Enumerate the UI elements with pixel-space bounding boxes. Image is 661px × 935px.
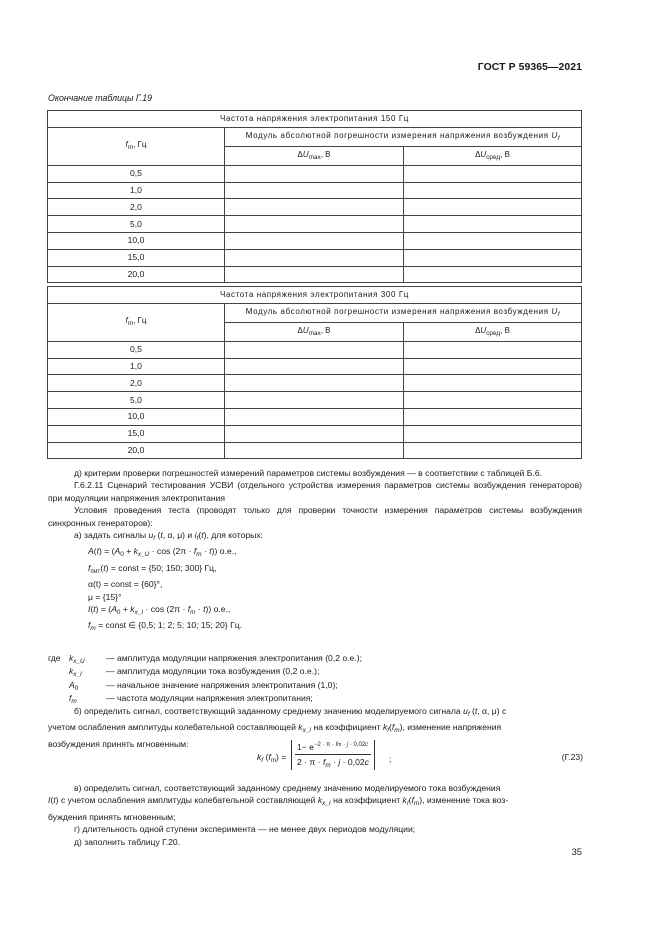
fm-value: 2,0 — [48, 375, 225, 392]
table-section-header: Частота напряжения электропитания 150 Гц — [48, 111, 582, 128]
cell-du-avg — [404, 182, 582, 199]
table-row — [48, 408, 582, 425]
table-row — [48, 358, 582, 375]
cell-du-avg — [404, 442, 582, 459]
table-row — [48, 442, 582, 459]
formula-mu: μ = {15}° — [88, 591, 122, 602]
table-row — [48, 165, 582, 182]
fm-value: 20,0 — [48, 266, 225, 283]
col-header-du-avg: $\Delta U_{сред}$, В — [404, 322, 582, 341]
cell-du-avg — [404, 266, 582, 283]
cell-du-avg — [404, 408, 582, 425]
table-row — [48, 216, 582, 233]
cell-du-max — [225, 358, 404, 375]
col-header-fm: $f_m$, Гц — [48, 303, 225, 341]
cell-du-max — [225, 216, 404, 233]
where-block — [48, 652, 582, 706]
item-b: б) определить сигнал, соответствующий заданному среднему значению моделируемого сигнала $u_f$ (t, α, μ) с — [74, 706, 507, 718]
cell-du-max — [225, 341, 404, 358]
where-row-kxi: $k_{x\_I}$ — амплитуда модуляции тока возбуждения (0,2 o.e.); — [69, 666, 320, 679]
item-d: д) критерии проверки погрешностей измерений параметров системы возбуждения — в соответствии с таблицей Б.6. — [74, 468, 542, 478]
cell-du-max — [225, 199, 404, 216]
standard-number: ГОСТ Р 59365—2021 — [477, 62, 582, 73]
col-header-du-max: $\Delta U_{max}$, В — [225, 322, 404, 341]
cell-du-max — [225, 375, 404, 392]
cell-du-max — [225, 408, 404, 425]
cell-du-max — [225, 165, 404, 182]
table-row — [48, 266, 582, 283]
where-row-kxu: где $k_{x\_U}$ — амплитуда модуляции напряжения электропитания (0,2 o.e.); — [48, 653, 362, 665]
table-caption: Окончание таблицы Г.19 — [48, 93, 153, 103]
fm-value: 5,0 — [48, 216, 225, 233]
formula-i: $I(t) = (A_0 + k_{x\_I} \cdot \cos (2\pi \cdot f_m \cdot t))$ o.e., — [88, 604, 231, 617]
table-row — [48, 199, 582, 216]
cell-du-max — [225, 266, 404, 283]
formula-a: $A(t) = (A_0 + k_{x\_U} \cdot \cos (2\pi \cdot f_m \cdot t))$ o.e., — [88, 546, 237, 559]
fm-value: 0,5 — [48, 165, 225, 182]
table-section-header: Частота напряжения электропитания 300 Гц — [48, 287, 582, 304]
col-header-fm: $f_m$, Гц — [48, 127, 225, 165]
cell-du-max — [225, 249, 404, 266]
fm-value: 10,0 — [48, 408, 225, 425]
table-row — [48, 182, 582, 199]
formula-g23: $k_f$ $(f_m)$ = $\frac{1- e^{-2 \cdot \pi \cdot fm \cdot j \cdot 0,02c}}{2 \cdot \pi \cdot f_m \cdot j \cdot 0,02c}$ ; (Г.23) — [257, 742, 583, 769]
cell-du-avg — [404, 216, 582, 233]
fm-value: 0,5 — [48, 341, 225, 358]
cell-du-max — [225, 425, 404, 442]
page-number: 35 — [571, 846, 582, 857]
col-header-du-avg: $\Delta U_{сред}$, В — [404, 146, 582, 165]
section-heading: Г.6.2.11 Сценарий тестирования УСВИ (отдельного устройства измерения параметров системы возбуждения генераторов) при модуляции напряжения электропитания — [48, 480, 582, 503]
cell-du-avg — [404, 425, 582, 442]
item-c: в) определить сигнал, соответствующий заданному среднему значению моделируемого тока возбуждения — [74, 783, 501, 793]
fm-value: 20,0 — [48, 442, 225, 459]
formula-alpha: α(t) = const = {60}°, — [88, 579, 163, 590]
cell-du-max — [225, 182, 404, 199]
col-header-modulus: Модуль абсолютной погрешности измерения напряжения возбуждения $U_f$ — [225, 127, 582, 146]
item-d2: д) заполнить таблицу Г.20. — [74, 836, 181, 847]
test-conditions: Условия проведения теста (проводят только для проверки точности измерения параметров системы возбуждения синхронных генераторов): — [48, 505, 582, 528]
where-row-fm: $f_m$ — частота модуляции напряжения электропитания; — [69, 693, 313, 706]
cell-du-avg — [404, 341, 582, 358]
cell-du-avg — [404, 392, 582, 409]
cell-du-max — [225, 442, 404, 459]
item-c-line2: I(t) с учетом ослабления амплитуды колебательной составляющей $k_{x\_I}$ на коэффициент $k_I(f_m)$, изменение тока воз- — [48, 795, 509, 808]
item-c-line3: буждения принять мгновенным; — [48, 811, 176, 822]
table-row — [48, 425, 582, 442]
table-row — [48, 341, 582, 358]
item-b-line2: учетом ослабления амплитуды колебательной составляющей $k_{x\_I}$ на коэффициент $k_f(f_m)$, изменение напряжения — [48, 722, 502, 735]
table-300hz — [47, 286, 582, 459]
formula-f-pit: $f_{пит}(t)$ = const = {50; 150; 300} Гц, — [88, 562, 217, 575]
cell-du-avg — [404, 165, 582, 182]
fm-value: 5,0 — [48, 392, 225, 409]
formula-fraction: $\frac{1- e^{-2 \cdot \pi \cdot fm \cdot j \cdot 0,02c}}{2 \cdot \pi \cdot f_m \cdot j \cdot 0,02c}$ — [291, 740, 375, 770]
cell-du-avg — [404, 232, 582, 249]
cell-du-avg — [404, 199, 582, 216]
cell-du-max — [225, 392, 404, 409]
fm-value: 1,0 — [48, 182, 225, 199]
item-b-line3: возбуждения принять мгновенным: — [48, 738, 189, 749]
cell-du-max — [225, 232, 404, 249]
item-a: а) задать сигналы $u_f$ (t, α, μ) и $i_f(t)$, для которых: — [74, 530, 264, 543]
fm-value: 15,0 — [48, 249, 225, 266]
fm-value: 2,0 — [48, 199, 225, 216]
equation-number: (Г.23) — [561, 752, 583, 762]
item-g: г) длительность одной ступени эксперимента — не менее двух периодов модуляции; — [74, 824, 416, 835]
table-row — [48, 232, 582, 249]
col-header-du-max: $\Delta U_{max}$, В — [225, 146, 404, 165]
table-150hz — [47, 110, 582, 283]
item-c-block — [48, 782, 582, 848]
table-row — [48, 249, 582, 266]
col-header-modulus: Модуль абсолютной погрешности измерения напряжения возбуждения $U_f$ — [225, 303, 582, 322]
fm-value: 10,0 — [48, 232, 225, 249]
fm-value: 15,0 — [48, 425, 225, 442]
where-row-a0: $A_0$ — начальное значение напряжения электропитания (1,0); — [69, 679, 338, 692]
fm-value: 1,0 — [48, 358, 225, 375]
cell-du-avg — [404, 358, 582, 375]
body-text — [48, 467, 582, 636]
cell-du-avg — [404, 249, 582, 266]
table-row — [48, 375, 582, 392]
cell-du-avg — [404, 375, 582, 392]
table-row — [48, 392, 582, 409]
formula-fm: $f_m$ = const ∈ {0,5; 1; 2; 5; 10; 15; 20} Гц. — [88, 620, 243, 633]
